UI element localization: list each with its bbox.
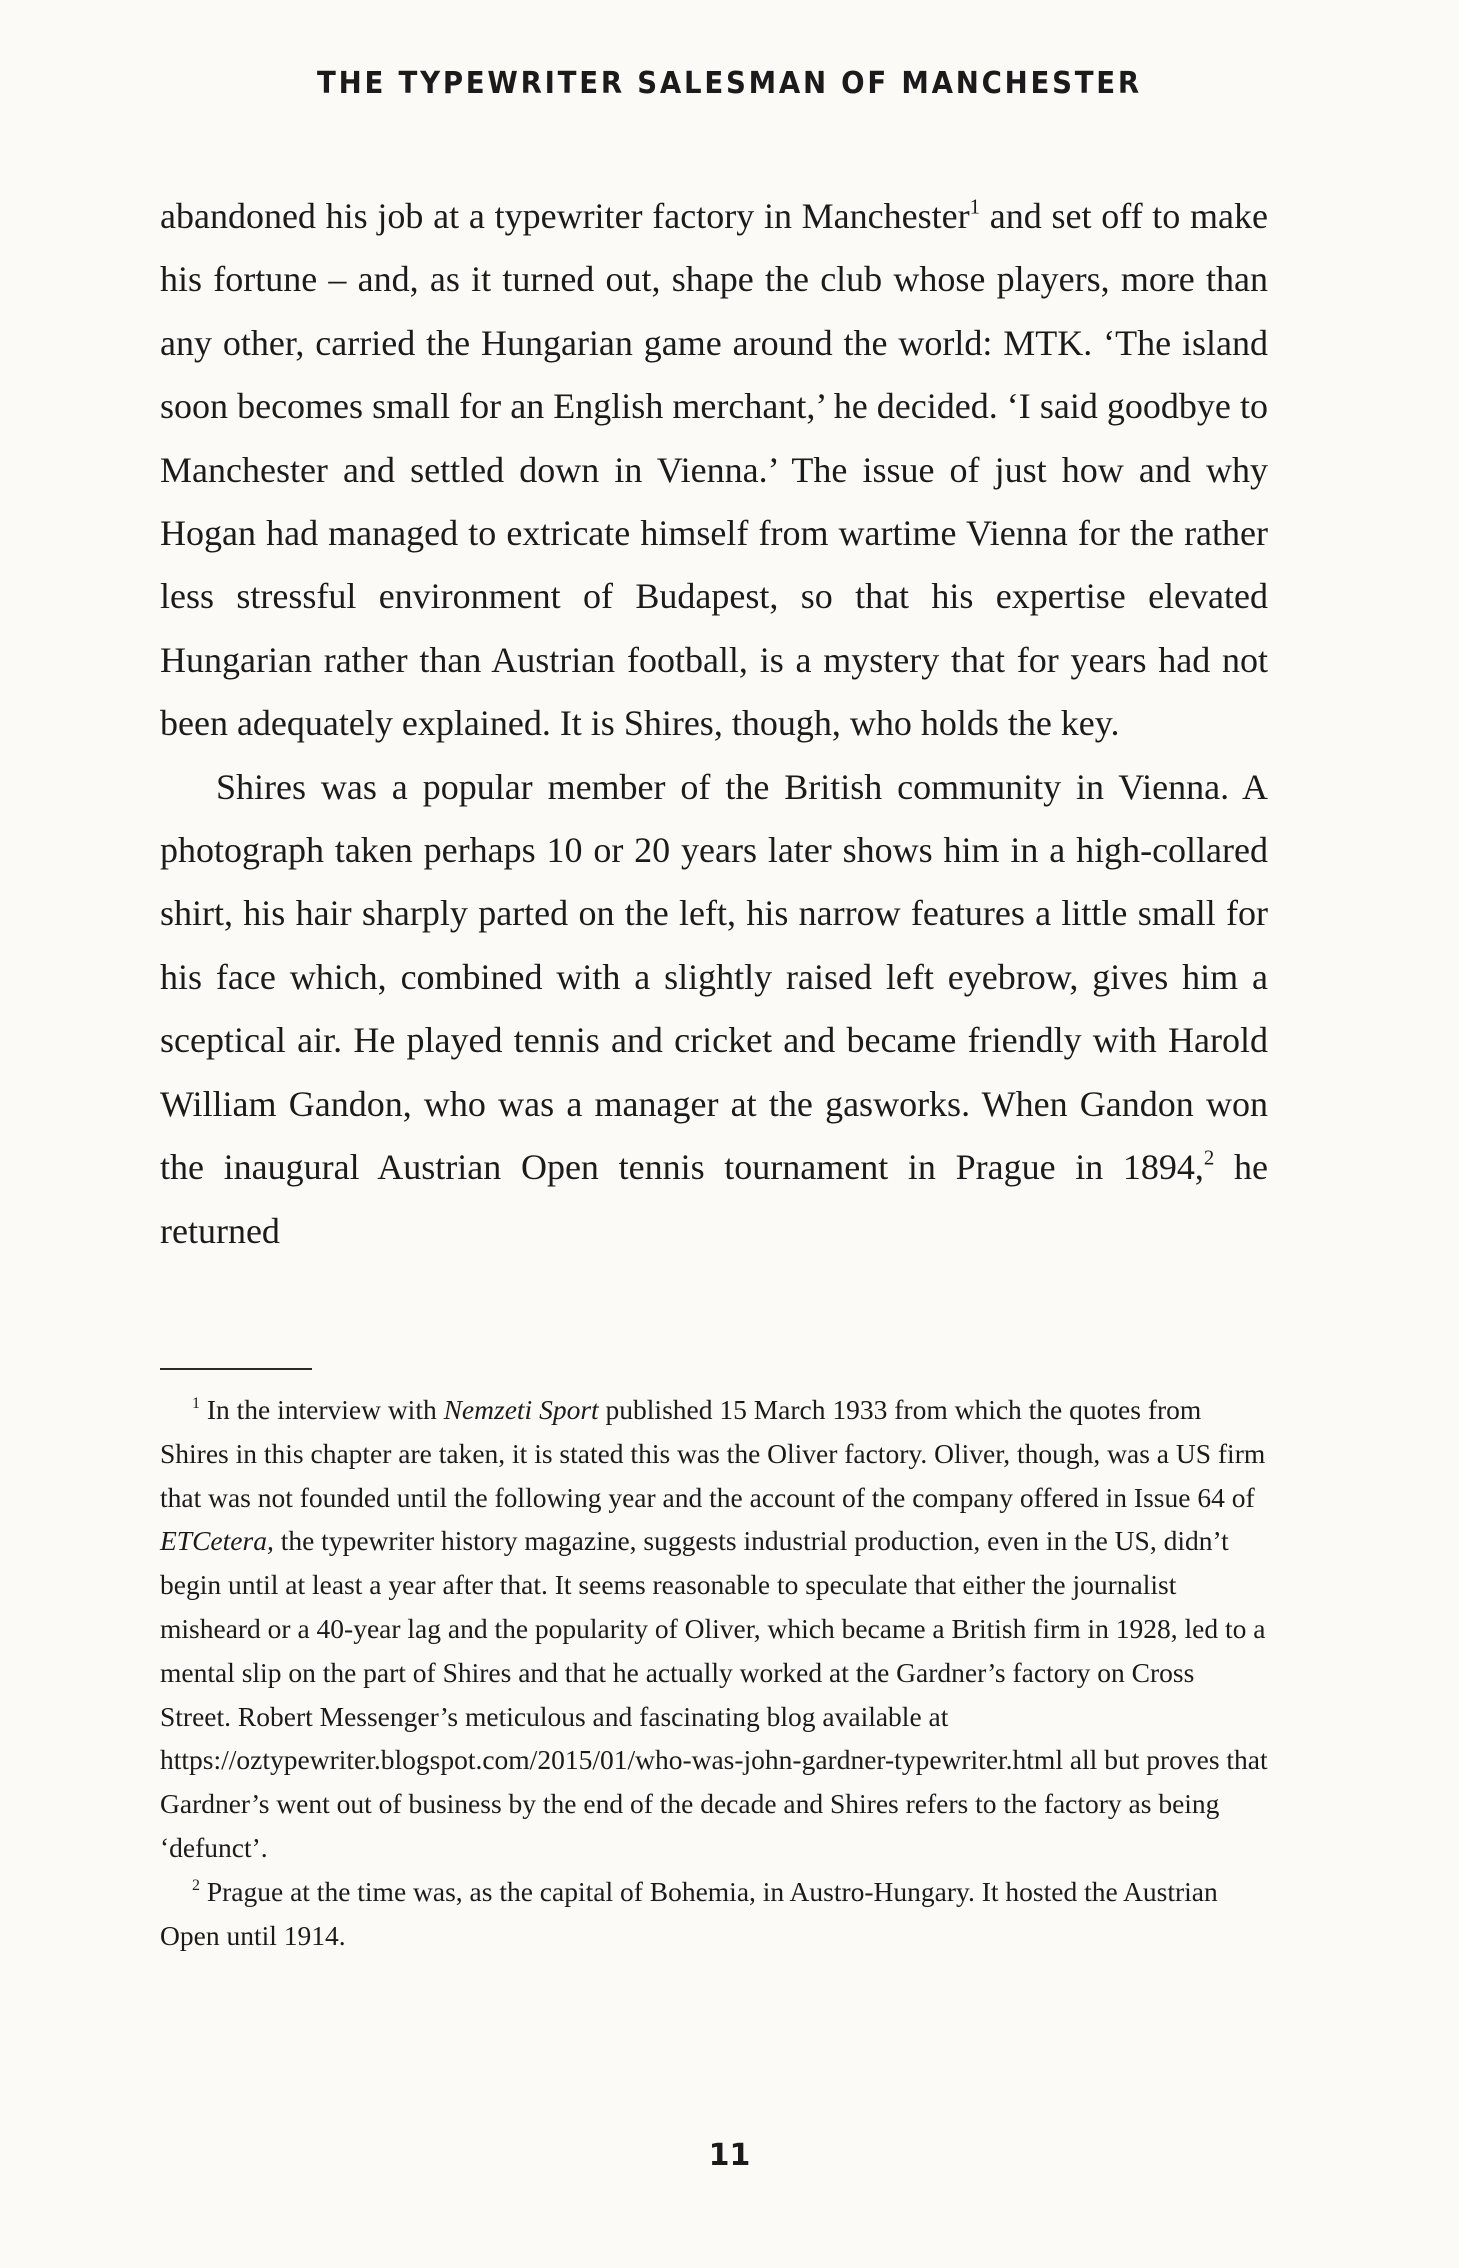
paragraph [160, 185, 1268, 756]
footnote-text: Prague at the time was, as the capital of Bohemia, in Austro-Hungary. It hosted the Austrian Open until 1914. [160, 1875, 1218, 1951]
paragraph-text: abandoned his job at a typewriter factory in Manchester [160, 196, 970, 236]
footnote-marker: 2 [192, 1876, 200, 1894]
paragraph-text: Shires was a popular member of the British community in Vienna. A photograph taken perhaps 10 or 20 years later shows him in a high-collared shirt, his hair sharply parted on the left, his narrow features a little small for his face which, combined with a slightly raised left eyebrow, gives him a sceptical air. He played tennis and cricket and became friendly with Harold William Gandon, who was a manager at the gasworks. When Gandon won the inaugural Austrian Open tennis tournament in Prague in 1894, [160, 766, 1268, 1188]
running-head: THE TYPEWRITER SALESMAN OF MANCHESTER [317, 66, 1142, 101]
footnote-ref-1[interactable]: 1 [969, 194, 981, 219]
footnote-text: published 15 March 1933 from which the quotes from Shires in this chapter are taken, it is stated this was the Oliver factory. Oliver, though, was a US firm that was not founded until the following year and the account of the company offered in Issue 64 of [160, 1394, 1266, 1513]
footnote-italic-title: Nemzeti Sport [443, 1394, 599, 1425]
paragraph [160, 756, 1268, 1263]
footnote-marker: 1 [192, 1394, 200, 1412]
footnote-text: the typewriter history magazine, suggests industrial production, even in the US, didn’t begin until at least a year after that. It seems reasonable to speculate that either the journalist misheard or a 40-year lag and the popularity of Oliver, which became a British firm in 1928, led to a mental slip on the part of Shires and that he actually worked at the Gardner’s factory on Cross Street. Robert Messenger’s meticulous and fascinating blog available at https://oztypewriter.blogspot.com/2015/01/who-was-john-gardner-typewriter.html all but proves that Gardner’s went out of business by the end of the decade and Shires refers to the factory as being ‘defunct’. [160, 1525, 1268, 1863]
footnote-ref-2[interactable]: 2 [1203, 1145, 1215, 1170]
body-text [160, 185, 1268, 1263]
paragraph-text: he returned [160, 1147, 1268, 1251]
footnote-italic-title: ETCetera, [160, 1525, 274, 1557]
footnote-1 [160, 1388, 1268, 1870]
footnote-2 [160, 1870, 1268, 1958]
footnotes [160, 1388, 1268, 1957]
page-number: 11 [708, 2138, 751, 2173]
footnote-separator [160, 1368, 312, 1370]
footnote-text: In the interview with [206, 1394, 444, 1425]
paragraph-text: and set off to make his fortune – and, as it turned out, shape the club whose players, more than any other, carried the Hungarian game around the world: MTK. ‘The island soon becomes small for an English merchant,’ he decided. ‘I said goodbye to Manchester and settled down in Vienna.’ The issue of just how and why Hogan had managed to extricate himself from wartime Vienna for the rather less stressful environment of Budapest, so that his expertise elevated Hungarian rather than Austrian football, is a mystery that for years had not been adequately explained. It is Shires, though, who holds the key. [160, 196, 1268, 744]
